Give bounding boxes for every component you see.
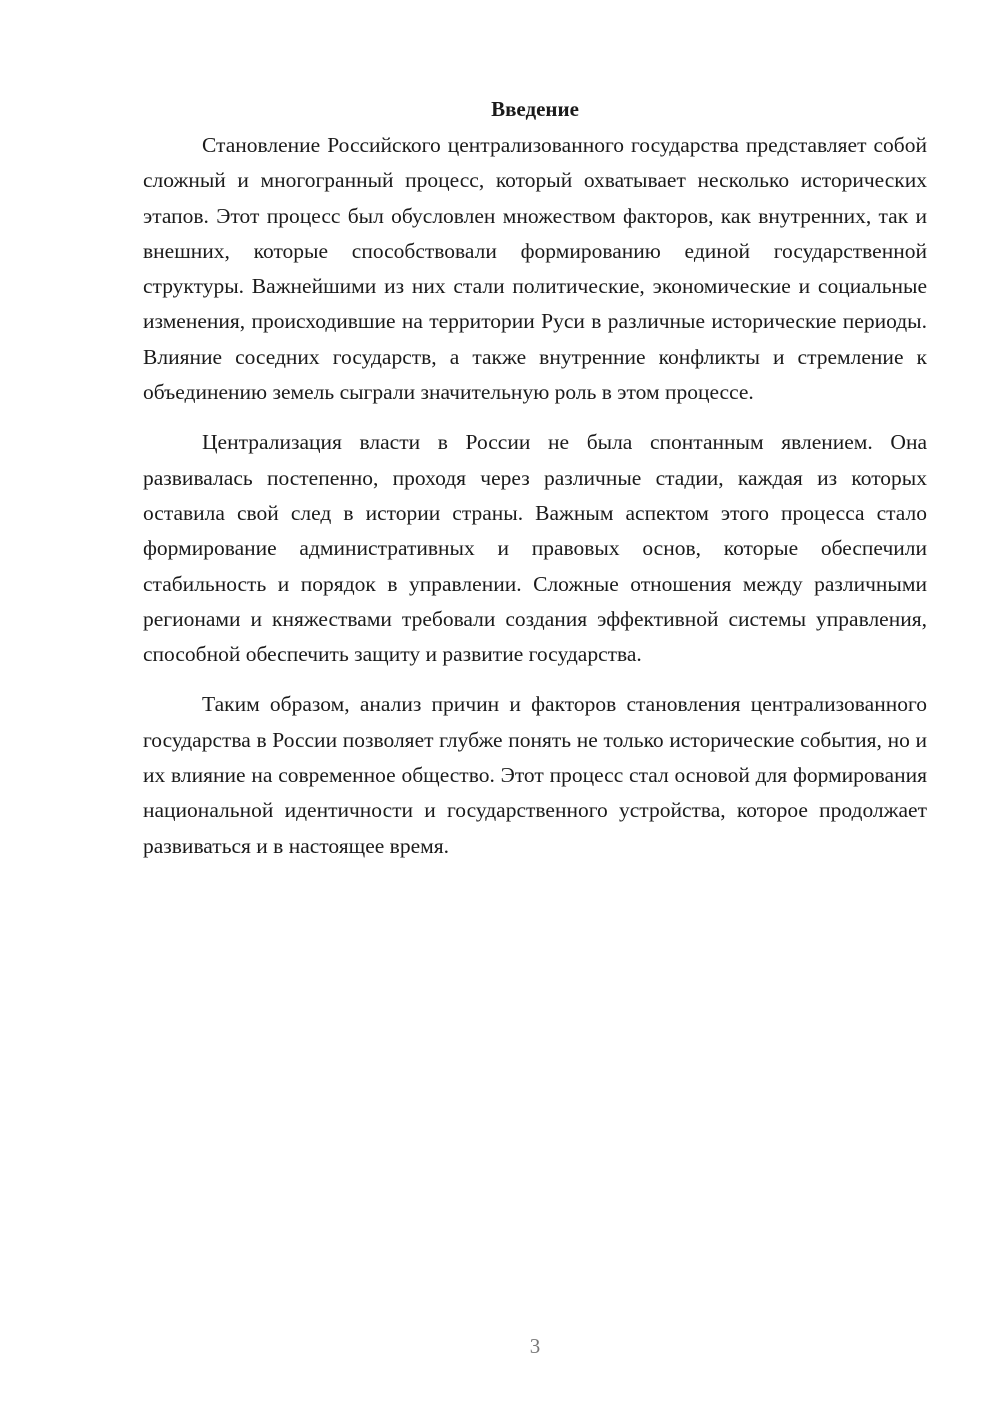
paragraph-2: Централизация власти в России не была спонтанным явлением. Она развивалась постепенно, проходя через различные стадии, каждая из которых оставила свой след в истории страны. Важным аспектом этого процесса стало формирование административных и правовых основ, которые обеспечили стабильность и порядок в управлении. Сложные отношения между различными регионами и княжествами требовали создания эффективной системы управления, способной обеспечить защиту и развитие государства. <box>143 430 927 667</box>
page-content <box>143 92 927 879</box>
paragraph-1: Становление Российского централизованного государства представляет собой сложный и многогранный процесс, который охватывает несколько исторических этапов. Этот процесс был обусловлен множеством факторов, как внутренних, так и внешних, которые способствовали формированию единой государственной структуры. Важнейшими из них стали политические, экономические и социальные изменения, происходившие на территории Руси в различные исторические периоды. Влияние соседних государств, а также внутренние конфликты и стремление к объединению земель сыграли значительную роль в этом процессе. <box>143 133 927 405</box>
section-heading: Введение <box>491 97 579 121</box>
paragraph-3: Таким образом, анализ причин и факторов становления централизованного государства в России позволяет глубже понять не только исторические события, но и их влияние на современное общество. Этот процесс стал основой для формирования национальной идентичности и государственного устройства, которое продолжает развиваться и в настоящее время. <box>143 692 927 858</box>
page-number: 3 <box>529 1334 541 1358</box>
